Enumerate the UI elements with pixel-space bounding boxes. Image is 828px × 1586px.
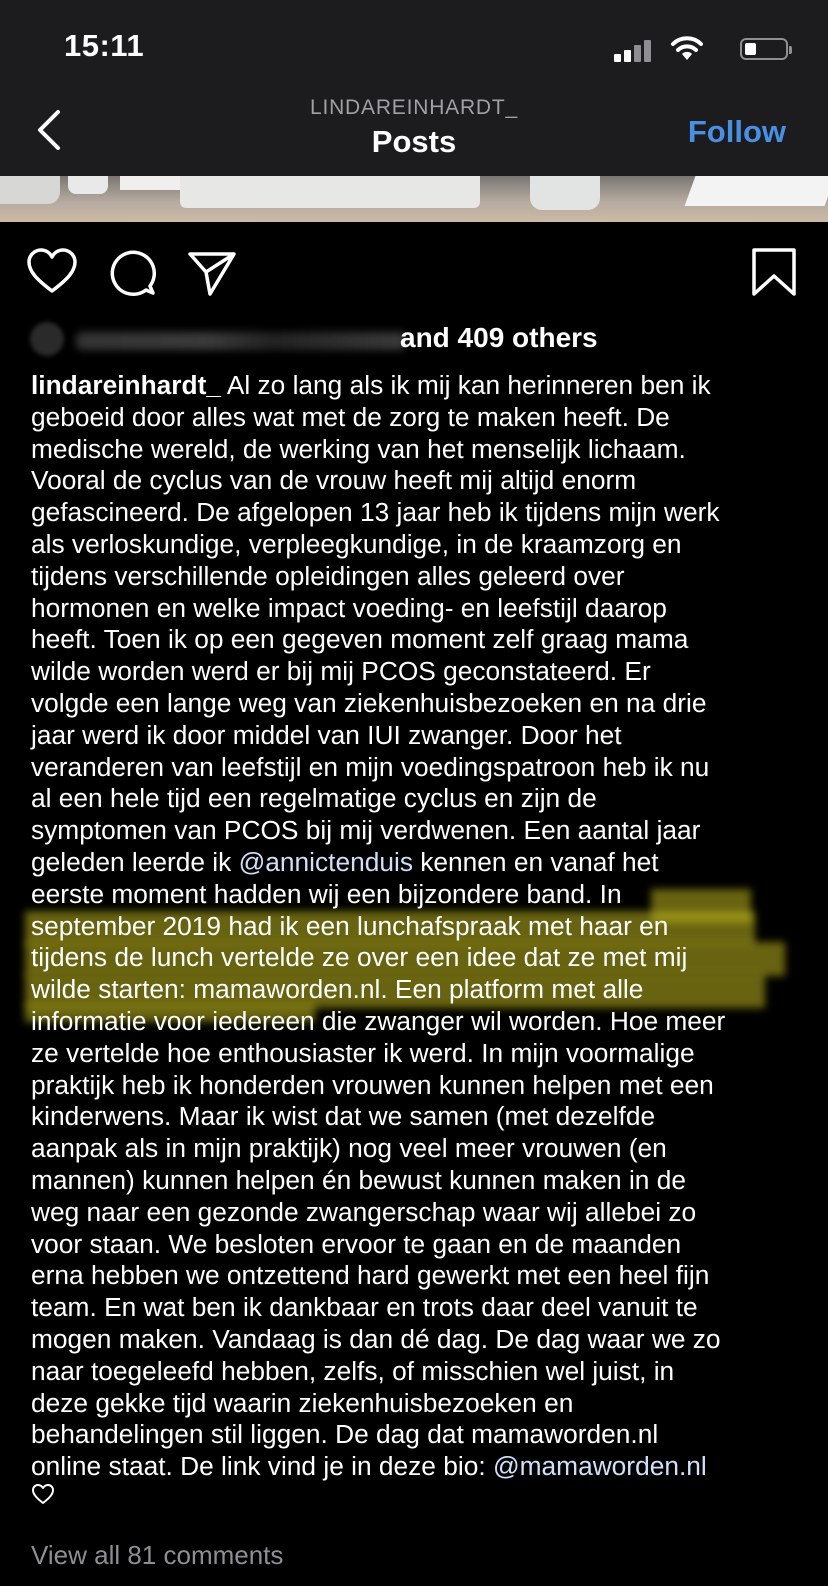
caption-line: jaar werd ik door middel van IUI zwanger. Door het: [31, 719, 622, 750]
caption-line: online staat. De link vind je in deze bio: @mamaworden.nl: [31, 1451, 707, 1482]
caption-line: Vooral de cyclus van de vrouw heeft mij altijd enorm: [31, 465, 637, 496]
caption-line: ze vertelde hoe enthousiaster ik werd. In mijn voormalige: [31, 1037, 695, 1068]
battery-icon: [740, 38, 788, 60]
caption-line: behandelingen stil liggen. De dag dat mamaworden.nl: [31, 1419, 659, 1450]
caption-line: tijdens verschillende opleidingen alles geleerd over: [31, 560, 625, 591]
share-button[interactable]: [186, 246, 238, 298]
caption-line: hormonen en welke impact voeding- en leefstijl daarop: [31, 592, 667, 623]
caption-line: weg naar een gezonde zwangerschap waar wij allebei zo: [31, 1196, 697, 1227]
heart-icon: [31, 1482, 55, 1506]
caption-line: september 2019 had ik een lunchafspraak met haar en: [31, 911, 801, 943]
caption-line: symptomen van PCOS bij mij verdwenen. Een aantal jaar: [31, 815, 701, 846]
status-time: 15:11: [64, 28, 145, 63]
caption-line: kinderwens. Maar ik wist dat we samen (met dezelfde: [31, 1101, 656, 1132]
caption-line: medische wereld, de werking van het menselijk lichaam.: [31, 433, 686, 464]
status-icons: [592, 34, 792, 64]
caption-line: lindareinhardt_ Al zo lang als ik mij kan herinneren ben ik: [31, 370, 711, 400]
comment-icon: [106, 246, 158, 298]
caption-line: praktijk heb ik honderden vrouwen kunnen helpen met een: [31, 1069, 714, 1100]
caption-line: voor staan. We besloten ervoor te gaan en de maanden: [31, 1228, 682, 1259]
save-button[interactable]: [748, 246, 800, 298]
profile-username: LINDAREINHARDT_: [309, 96, 519, 119]
post-actions: [0, 240, 828, 300]
caption-line: wilde starten: mamaworden.nl. Een platform met alle: [31, 974, 801, 1006]
caption-line: deze gekke tijd waarin ziekenhuisbezoeken en: [31, 1387, 574, 1418]
mention-link[interactable]: @annictenduis: [238, 846, 413, 877]
caption-line: informatie voor iedereen die zwanger wil worden. Hoe meer: [31, 1006, 801, 1038]
likes-summary[interactable]: [30, 322, 800, 358]
caption-like-button[interactable]: [31, 1482, 55, 1506]
caption-line: tijdens de lunch vertelde ze over een idee dat ze met mij: [31, 942, 801, 974]
caption-line: eerste moment hadden wij een bijzondere band. In: [31, 879, 801, 911]
caption-line: al een hele tijd een regelmatige cyclus en zijn de: [31, 783, 597, 814]
caption-line: gefascineerd. De afgelopen 13 jaar heb ik tijdens mijn werk: [31, 497, 720, 528]
redacted-liker: [76, 332, 406, 350]
send-icon: [186, 246, 238, 298]
status-bar: [0, 0, 828, 88]
page-title: Posts: [371, 124, 457, 159]
caption-line: wilde worden werd er bij mij PCOS geconstateerd. Er: [31, 656, 651, 687]
caption-line: heeft. Toen ik op een gegeven moment zelf graag mama: [31, 624, 689, 655]
caption-line: team. En wat ben ik dankbaar en trots daar deel vanuit te: [31, 1292, 698, 1323]
mention-link[interactable]: @mamaworden.nl: [492, 1451, 707, 1482]
caption-line: mogen maken. Vandaag is dan dé dag. De dag waar we zo: [31, 1323, 721, 1354]
caption-line: mannen) kunnen helpen én bewust kunnen maken in de: [31, 1164, 686, 1195]
avatar: [30, 322, 64, 356]
likes-count: and 409 others: [400, 322, 598, 353]
caption-line: veranderen van leefstijl en mijn voedingspatroon heb ik nu: [31, 751, 710, 782]
caption-line: naar toegeleefd hebben, zelfs, of misschien wel juist, in: [31, 1355, 675, 1386]
comment-button[interactable]: [106, 246, 158, 298]
heart-icon: [26, 246, 78, 298]
caption-line: erna hebben we ontzettend hard gewerkt met een heel fijn: [31, 1260, 710, 1291]
follow-button[interactable]: Follow: [687, 114, 786, 149]
caption-line: als verloskundige, verpleegkundige, in de kraamzorg en: [31, 528, 682, 559]
like-button[interactable]: [26, 246, 78, 298]
view-all-comments-link[interactable]: View all 81 comments: [31, 1540, 284, 1570]
bookmark-icon: [748, 246, 800, 298]
caption-line: aanpak als in mijn praktijk) nog veel meer vrouwen (en: [31, 1133, 667, 1164]
caption-username[interactable]: lindareinhardt_: [31, 370, 221, 400]
cellular-signal-icon: [614, 38, 652, 62]
caption-line: volgde een lange weg van ziekenhuisbezoeken en na drie: [31, 687, 707, 718]
nav-bar: [0, 88, 828, 176]
caption-line: geboeid door alles wat met de zorg te maken heeft. De: [31, 401, 670, 432]
wifi-icon: [670, 36, 704, 62]
post-caption: [31, 370, 801, 1483]
caption-line: geleden leerde ik @annictenduis kennen en vanaf het: [31, 846, 659, 877]
post-image[interactable]: [0, 176, 828, 222]
